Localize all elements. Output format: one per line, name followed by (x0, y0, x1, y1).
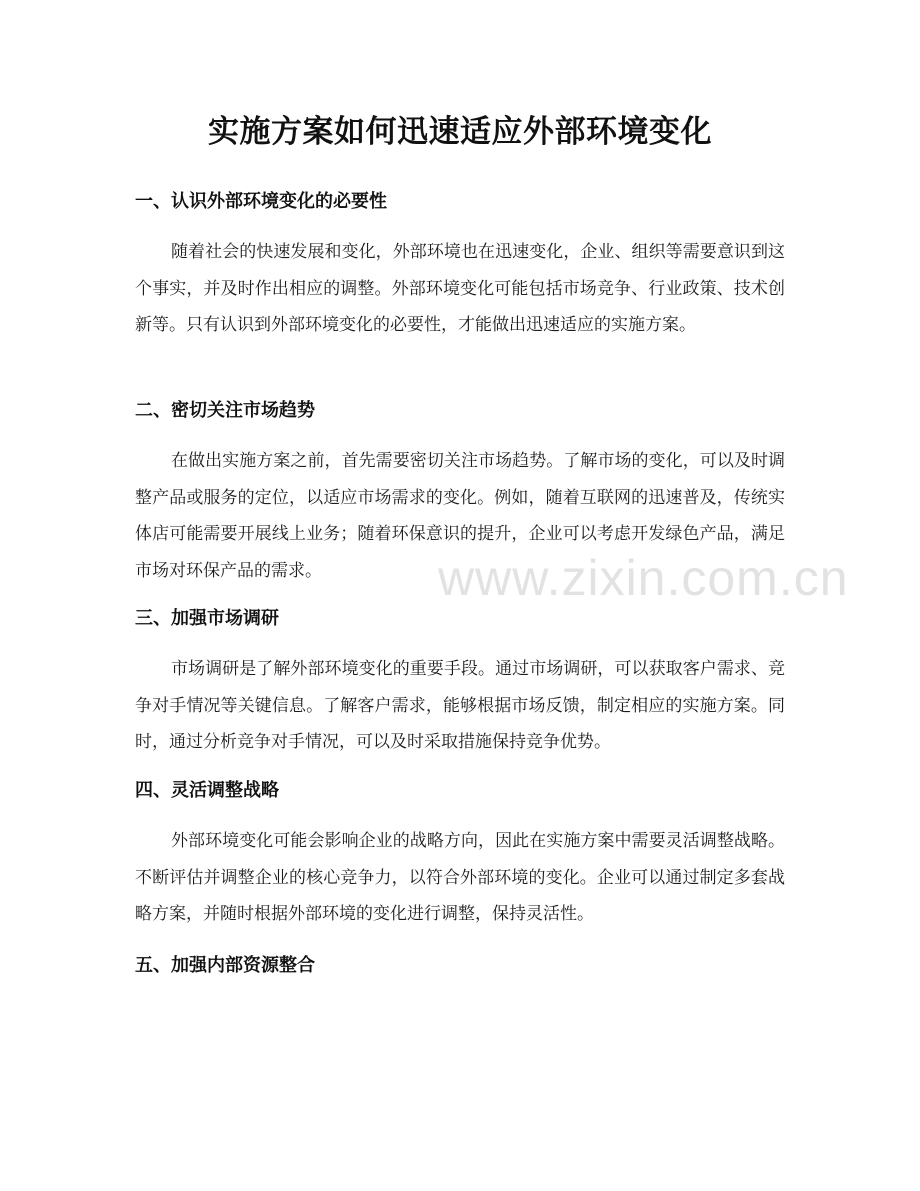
section-heading-5: 五、加强内部资源整合 (135, 955, 315, 976)
section-paragraph-2: 在做出实施方案之前，首先需要密切关注市场趋势。了解市场的变化，可以及时调整产品或服务的定位，以适应市场需求的变化。例如，随着互联网的迅速普及，传统实体店可能需要开展线上业务；随着环保意识的提升，企业可以考虑开发绿色产品，满足市场对环保产品的需求。 (135, 451, 785, 581)
section-heading-3: 三、加强市场调研 (135, 608, 279, 629)
section-heading-4: 四、灵活调整战略 (135, 780, 279, 801)
site-watermark: www.zixin.com.cn (438, 550, 849, 606)
section-paragraph-1: 随着社会的快速发展和变化，外部环境也在迅速变化，企业、组织等需要意识到这个事实，并及时作出相应的调整。外部环境变化可能包括市场竞争、行业政策、技术创新等。只有认识到外部环境变化的必要性，才能做出迅速适应的实施方案。 (135, 242, 785, 335)
section-heading-1: 一、认识外部环境变化的必要性 (135, 191, 387, 212)
section-paragraph-3: 市场调研是了解外部环境变化的重要手段。通过市场调研，可以获取客户需求、竞争对手情况等关键信息。了解客户需求，能够根据市场反馈，制定相应的实施方案。同时，通过分析竞争对手情况，可以及时采取措施保持竞争优势。 (135, 659, 785, 752)
document-title: 实施方案如何迅速适应外部环境变化 (208, 114, 712, 150)
section-heading-2: 二、密切关注市场趋势 (135, 400, 315, 421)
section-paragraph-4: 外部环境变化可能会影响企业的战略方向，因此在实施方案中需要灵活调整战略。不断评估并调整企业的核心竞争力，以符合外部环境的变化。企业可以通过制定多套战略方案，并随时根据外部环境的变化进行调整，保持灵活性。 (135, 831, 785, 924)
